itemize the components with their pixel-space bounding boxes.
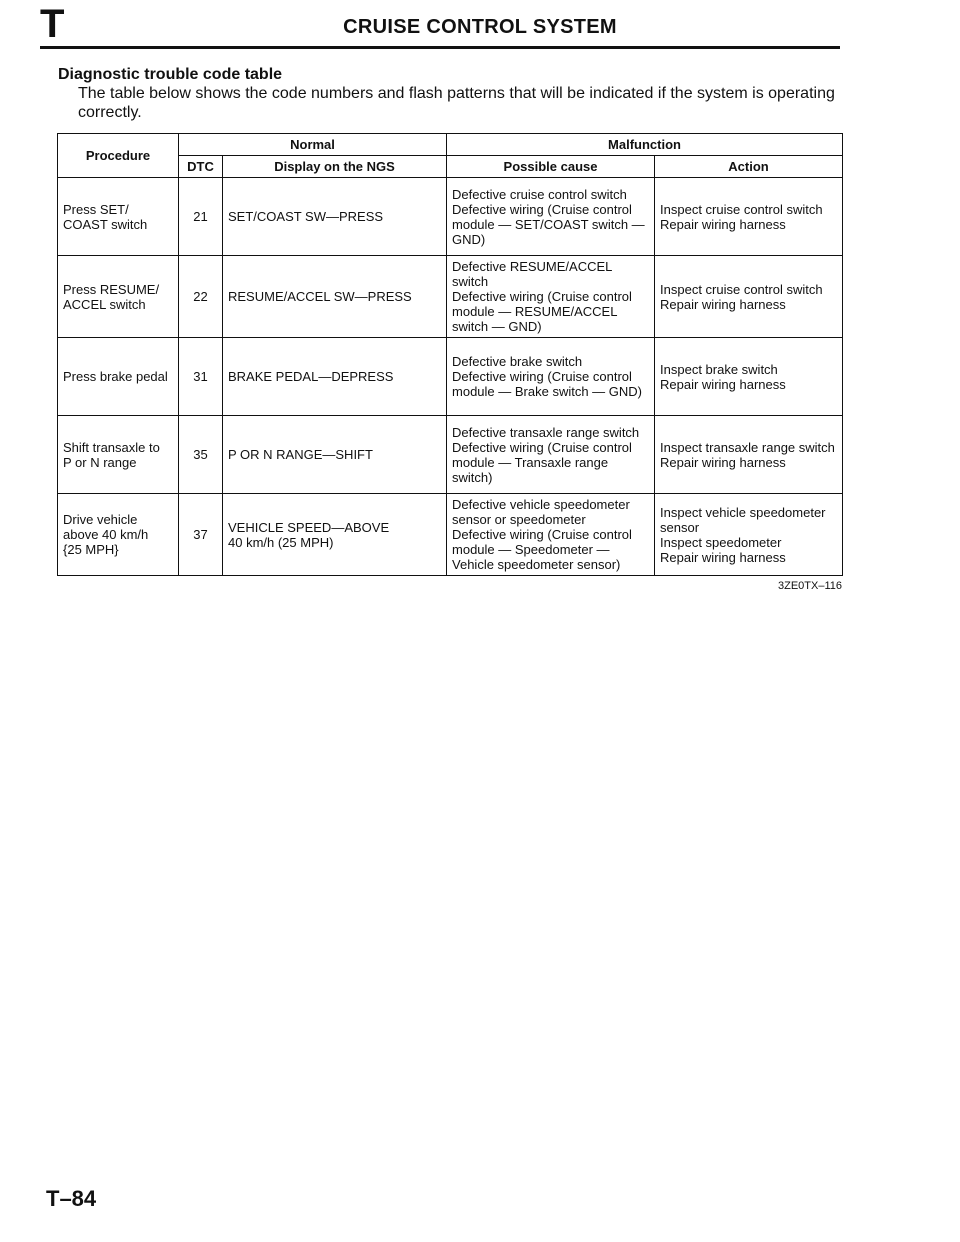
cell-display: RESUME/ACCEL SW—PRESS	[223, 256, 447, 338]
cell-procedure: Drive vehicle above 40 km/h {25 MPH}	[58, 494, 179, 576]
header-normal: Normal	[179, 134, 447, 156]
cell-possible-cause: Defective brake switch Defective wiring (Cruise control module — Brake switch — GND)	[447, 338, 655, 416]
cell-procedure: Press SET/ COAST switch	[58, 178, 179, 256]
cell-dtc: 21	[179, 178, 223, 256]
cell-procedure: Shift transaxle to P or N range	[58, 416, 179, 494]
cell-procedure: Press RESUME/ ACCEL switch	[58, 256, 179, 338]
cell-possible-cause: Defective transaxle range switch Defective wiring (Cruise control module — Transaxle range switch)	[447, 416, 655, 494]
cell-display: P OR N RANGE—SHIFT	[223, 416, 447, 494]
dtc-table-container	[57, 133, 842, 576]
cell-action: Inspect cruise control switch Repair wiring harness	[655, 178, 843, 256]
cell-display: VEHICLE SPEED—ABOVE 40 km/h (25 MPH)	[223, 494, 447, 576]
table-row	[58, 338, 843, 416]
header-possible-cause: Possible cause	[447, 156, 655, 178]
figure-code: 3ZE0TX–116	[777, 580, 842, 592]
header-malfunction: Malfunction	[447, 134, 843, 156]
header-action: Action	[655, 156, 843, 178]
cell-action: Inspect vehicle speedometer sensor Inspect speedometer Repair wiring harness	[655, 494, 843, 576]
table-row	[58, 178, 843, 256]
cell-dtc: 35	[179, 416, 223, 494]
intro-paragraph: The table below shows the code numbers and flash patterns that will be indicated if the system is operating correctly.	[78, 85, 835, 121]
cell-possible-cause: Defective RESUME/ACCEL switch Defective wiring (Cruise control module — RESUME/ACCEL switch — GND)	[447, 256, 655, 338]
cell-dtc: 31	[179, 338, 223, 416]
page-number: T–84	[46, 1186, 97, 1211]
header-rule	[40, 46, 840, 49]
cell-procedure: Press brake pedal	[58, 338, 179, 416]
page-title: CRUISE CONTROL SYSTEM	[343, 16, 617, 38]
cell-possible-cause: Defective vehicle speedometer sensor or speedometer Defective wiring (Cruise control module — Speedometer — Vehicle speedometer sensor)	[447, 494, 655, 576]
header-dtc: DTC	[179, 156, 223, 178]
cell-action: Inspect transaxle range switch Repair wiring harness	[655, 416, 843, 494]
section-letter: T	[40, 2, 65, 46]
cell-action: Inspect cruise control switch Repair wiring harness	[655, 256, 843, 338]
cell-dtc: 22	[179, 256, 223, 338]
header-display: Display on the NGS	[223, 156, 447, 178]
table-row	[58, 416, 843, 494]
header-procedure: Procedure	[58, 134, 179, 178]
cell-display: SET/COAST SW—PRESS	[223, 178, 447, 256]
section-heading: Diagnostic trouble code table	[58, 66, 283, 83]
cell-display: BRAKE PEDAL—DEPRESS	[223, 338, 447, 416]
cell-possible-cause: Defective cruise control switch Defective wiring (Cruise control module — SET/COAST switch — GND)	[447, 178, 655, 256]
cell-action: Inspect brake switch Repair wiring harness	[655, 338, 843, 416]
cell-dtc: 37	[179, 494, 223, 576]
dtc-table	[57, 133, 843, 576]
table-row	[58, 494, 843, 576]
table-row	[58, 256, 843, 338]
